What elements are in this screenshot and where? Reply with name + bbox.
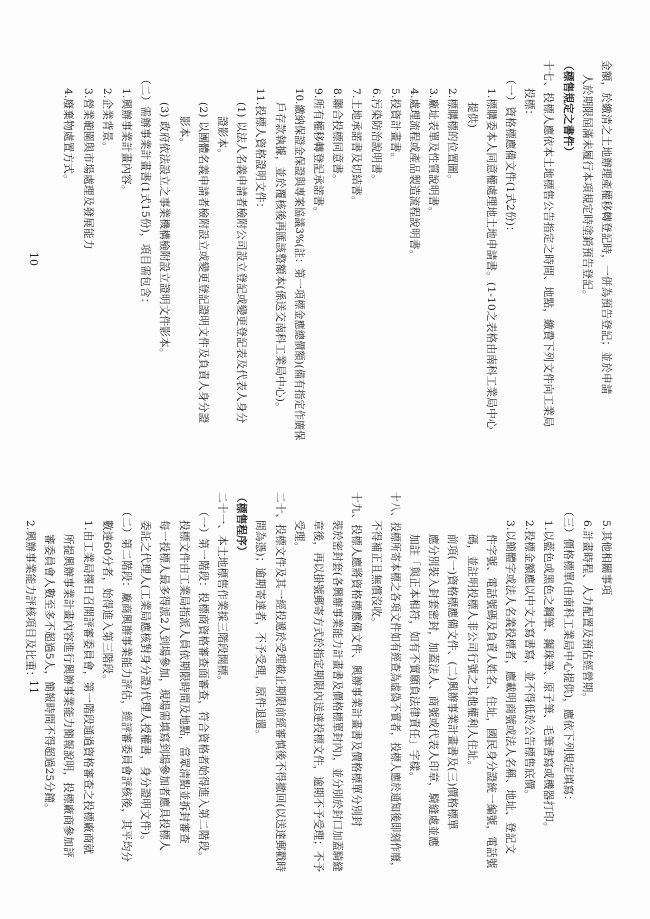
left_page-line: 3.廠址表單及性質說明書。 (427, 88, 440, 218)
left_page-line: (1) 以法人名義申請者檢附公司設立登記或變更登記表及代表人身分 (235, 102, 248, 424)
left_page-line: （標售規定之書件） (561, 60, 574, 158)
left_page-line: （一）資格標應備文件(1式2份)： (504, 74, 516, 237)
left-page-number: 10 (27, 252, 40, 266)
right_page-line: 件字號、電話號碼及負責人姓名、住址，國民身分證統一編號，電話號 (484, 534, 497, 869)
left_page-line: (3) 政府依法設立之事業機構檢附設立證明文件影本。 (158, 102, 171, 359)
right_page-line: 審委員會人數至多不超過5人，簡報時間不得超過25分鐘。 (43, 534, 56, 814)
left_page-line: 9.所有權移轉登記承諾書。 (312, 88, 324, 218)
left_page-line: 10.繳納保證金保證與專案協議3%(註：第一項標金應總價額)(備有指定作廣保 (292, 88, 305, 441)
left_page-line: 5.投資計畫書。 (388, 88, 401, 164)
left_page-line: 投標： (523, 88, 536, 121)
left_page-line: 4.廢棄物處置方式。 (62, 88, 75, 185)
right_page-line: 2.投標金額應以中文大寫書寫，並不得低於公告標售底價。 (523, 520, 536, 801)
left_page-line: 1.標購委本人同意權處理地土地申請書。(1-10之表格由南科工業局中心 (484, 88, 497, 430)
right_page-line: 投標文件由工業局指派人員依期限時間及地點，當眾清點並拆封審查 (177, 520, 190, 844)
left_page-line: 11.投標人資格證明文件： (254, 88, 267, 214)
left_page-line: 影本。 (177, 116, 190, 149)
right_page-line: 二十、投標文件及其一經投遞於受理截止期限前經審慎後不得撤回(以送達郵戳時 (273, 492, 286, 873)
right_page-line: 1.由工業局擇日召開評審委員會，第一階段通過資格審查之投標廠商就 (81, 520, 94, 855)
right_page-line: 每一投標人最多得派2人到場參加，現場需填寫到場參加者應具投標人 (158, 520, 171, 851)
right_page-line: 委託之代理人(工業局應核對身分證)代理人授權書，身分證明文件)。 (139, 520, 152, 847)
left_page-line: 4.處理流程或產品製造流程說明書。 (408, 88, 420, 261)
right_page-line: 數達60分者，始得進入第三階段。 (100, 520, 113, 685)
right_page-line: 3.以簡體字或法人名義投標者，應載明商號或法人名稱、地址、登記文 (504, 520, 516, 855)
right_page-line: 裝於密封套(各興辦事業能力計畫書及價格標單封內)，並分別於封口加蓋騎縫 (331, 520, 344, 872)
left-page-body (52, 60, 612, 440)
right_page-line: 5.其他相關事項 (600, 520, 612, 596)
right_page-line: 所提興辦事業計畫內容進行興辦事業能力簡報說明，投標廠商參加評 (62, 534, 75, 858)
right_page-line: （三）價格標單(由南科工業局中心提供)，應依下列規定填寫： (561, 506, 574, 807)
right_page-line: 應分別裝入封套密封，加蓋法人、商號或代表人印章，騎縫處並應 (427, 534, 440, 848)
right_page-line: 加註「與正本相符，如有不實願負法律責任」字樣。 (408, 534, 420, 783)
left_page-line: 8.聯合投標同意書。 (331, 88, 344, 185)
left_page-line: 3.營業範圍與市場處理及發展能力 (81, 88, 94, 250)
left_page-line: 提供) (465, 102, 478, 128)
right_page-line: 受理。 (292, 520, 305, 553)
left_page-line: 金額，於繳清之土地辦理產權移轉登記時，一併為預告登記；並於申請 (600, 60, 612, 395)
left_page-line: （二）需辦事業計畫書(1式15份)，項目需包含： (139, 74, 152, 309)
left_page-line: 2.企業背景。 (100, 88, 113, 153)
right_page-line: 間為憑)；逾期寄達者，不予受理，原件退還。 (254, 520, 267, 741)
right_page-line: 2.興辦事業能力評核項目及比重： (24, 520, 36, 682)
left_page-line: 1.興辦事業計畫內容。 (120, 88, 132, 196)
left_page-line: 十七、投標人應依本土地標售公告指定之時間、地點，繳費下列文件向工業局 (542, 60, 555, 427)
right_page-line: 二十一、本土地標售作業採三階段開標。 (216, 492, 228, 687)
right_page-line: （一）第一階段：投標商資格審查面審查，符合資格者始得進入第二階段。 (196, 506, 209, 863)
left_page-line: 7.土地承諾書及切結書。 (350, 88, 363, 207)
left_page-line: (2) 以團體名義申請者檢附設立或變更登記證明文件及負責人身分證 (196, 102, 209, 424)
right_page-line: 十九、投標人應將資格標應備文件、興辦事業計畫書及價格標單分別封 (350, 492, 363, 827)
right_page-line: 章後，再以掛號郵寄方式於指定期限內送達投標文件，逾期不予受理；不予 (312, 520, 324, 873)
right_page-line: 6.計畫時程、人力配置及預估經營期。 (580, 520, 593, 704)
right_page-line: 不得補正且無償沒收。 (369, 520, 382, 628)
left_page-line: 戶存款執據，並於覆核後再匯該整額本(係送交南科工業局中心)。 (273, 102, 286, 413)
right_page-line: 1.以藍色或黑色之鋼筆、鋼珠筆、原子筆、毛筆書寫或機器打印。 (542, 520, 555, 833)
right_page-line: 碼，並註明投標人非公司行號之其他權利人住址。 (465, 534, 478, 772)
left_page-line: 人於期限屆滿未履行本項規定時塗銷預告登記。 (580, 74, 593, 301)
right_page-line: 十八、投標所寄本標之各項文件如有經查為虛偽不實者，投標人應於通知後即刻作廢， (388, 492, 401, 873)
right_page-line: 前項(一)資格標應備文件、(二)興辦事業計畫書及(三)價格標單 (446, 534, 459, 830)
right-page-number: 11 (27, 680, 40, 694)
right_page-line: （二）第二階段：廠商興辦事業能力評估，經評審委員會評核後，其平均分 (120, 506, 132, 863)
left_page-line: 證影本。 (216, 116, 228, 160)
right_page-line: （標售程序） (235, 492, 248, 557)
left_page-line: 6.污染防治說明書。 (369, 88, 382, 185)
left_page-line: 2.標購標的位置圖。 (446, 88, 459, 185)
